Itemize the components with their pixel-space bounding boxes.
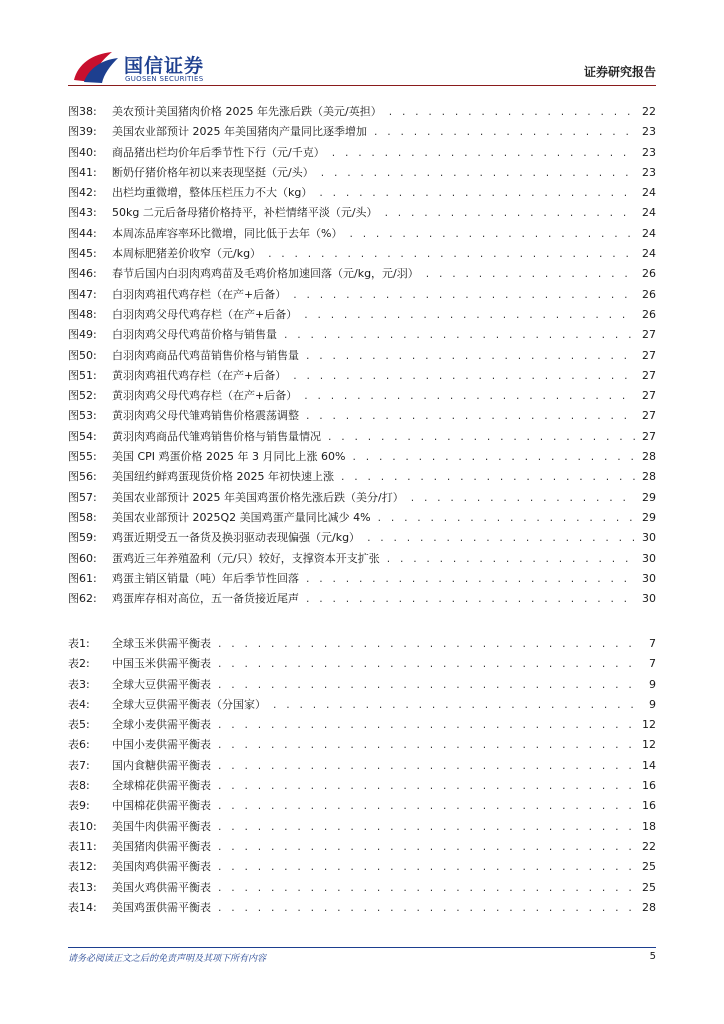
dot-leader [384, 204, 636, 223]
figure-toc-row[interactable] [68, 122, 656, 142]
entry-page-number: 28 [642, 450, 656, 464]
entry-title: 美农预计美国猪肉价格 2025 年先涨后跌（美元/英担） [112, 105, 382, 118]
entry-label: 图50: [68, 348, 97, 362]
entry-label: 图41: [68, 165, 97, 179]
entry-title: 中国小麦供需平衡表 [112, 738, 211, 752]
entry-label: 表9: [68, 799, 90, 813]
entry-label: 表6: [68, 738, 90, 752]
entry-page-number: 12 [642, 738, 656, 752]
guosen-logo [72, 50, 205, 86]
entry-label: 表3: [68, 677, 90, 691]
entry-title: 50kg 二元后备母猪价格持平，补栏情绪平淡（元/头） [112, 206, 378, 220]
entry-title: 全球玉米供需平衡表 [112, 637, 211, 650]
footer-divider [68, 947, 656, 948]
entry-label: 图56: [68, 470, 97, 484]
entry-page-number: 30 [642, 571, 656, 585]
entry-page-number: 9 [649, 677, 656, 691]
entry-label: 表7: [68, 758, 90, 772]
entry-page-number: 27 [642, 429, 656, 443]
table-toc-row[interactable] [68, 776, 656, 796]
entry-page-number: 9 [649, 697, 656, 711]
page-header [0, 0, 724, 92]
entry-page-number: 25 [642, 860, 656, 874]
table-toc-row[interactable] [68, 654, 656, 674]
table-list [68, 634, 656, 918]
entry-label: 表5: [68, 718, 90, 732]
entry-title: 蛋鸡近三年养殖盈利（元/只）较好，支撑资本开支扩张 [112, 551, 380, 565]
dot-leader [303, 387, 636, 406]
entry-title: 美国鸡蛋供需平衡表 [112, 900, 211, 914]
dot-leader [217, 635, 636, 654]
entry-label: 表14: [68, 900, 97, 914]
entry-page-number: 16 [642, 779, 656, 793]
logo-english-name: GUOSEN SECURITIES [125, 75, 204, 83]
entry-page-number: 7 [649, 637, 656, 650]
table-toc-row[interactable] [68, 817, 656, 837]
entry-page-number: 24 [642, 186, 656, 200]
dot-leader [386, 550, 636, 569]
entry-title: 白羽肉鸡祖代鸡存栏（在产+后备） [112, 287, 287, 301]
entry-title: 中国棉花供需平衡表 [112, 799, 211, 813]
entry-title: 黄羽肉鸡父母代鸡存栏（在产+后备） [112, 389, 298, 403]
entry-page-number: 30 [642, 531, 656, 545]
figure-toc-row[interactable] [68, 467, 656, 487]
figure-toc-row[interactable] [68, 528, 656, 548]
entry-title: 黄羽肉鸡商品代雏鸡销售价格与销售量情况 [112, 429, 321, 443]
figure-toc-row[interactable] [68, 325, 656, 345]
entry-title: 黄羽肉鸡父母代雏鸡销售价格震荡调整 [112, 409, 299, 423]
entry-page-number: 22 [642, 839, 656, 853]
figure-toc-row[interactable] [68, 163, 656, 183]
table-toc-row[interactable] [68, 695, 656, 715]
figure-toc-row[interactable] [68, 549, 656, 569]
entry-page-number: 25 [642, 880, 656, 894]
figure-toc-row[interactable] [68, 264, 656, 284]
dot-leader [388, 103, 636, 122]
figure-toc-row[interactable] [68, 488, 656, 508]
entry-title: 白羽肉鸡父母代鸡存栏（在产+后备） [112, 307, 298, 321]
logo-chinese-name: 国信证券 [124, 55, 205, 77]
dot-leader [267, 245, 636, 264]
entry-page-number: 30 [642, 592, 656, 606]
dot-leader [217, 838, 636, 857]
entry-page-number: 24 [642, 206, 656, 220]
entry-page-number: 30 [642, 551, 656, 565]
dot-leader [217, 899, 636, 918]
entry-label: 图49: [68, 328, 97, 342]
figure-toc-row[interactable] [68, 224, 656, 244]
entry-label: 表11: [68, 839, 97, 853]
dot-leader [348, 225, 636, 244]
dot-leader [305, 347, 636, 366]
entry-title: 国内食糖供需平衡表 [112, 758, 211, 772]
entry-title: 黄羽肉鸡祖代鸡存栏（在产+后备） [112, 368, 287, 382]
entry-title: 出栏均重微增，整体压栏压力不大（kg） [112, 186, 313, 200]
dot-leader [305, 407, 636, 426]
entry-label: 图62: [68, 592, 97, 606]
entry-page-number: 27 [642, 409, 656, 423]
dot-leader [377, 509, 636, 528]
entry-title: 白羽肉鸡商品代鸡苗销售价格与销售量 [112, 348, 299, 362]
table-toc-row[interactable] [68, 857, 656, 877]
figure-toc-row[interactable] [68, 203, 656, 223]
entry-label: 表8: [68, 779, 90, 793]
entry-page-number: 14 [642, 758, 656, 772]
dot-leader [351, 448, 636, 467]
dot-leader [327, 428, 636, 447]
entry-title: 中国玉米供需平衡表 [112, 657, 211, 671]
entry-page-number: 29 [642, 490, 656, 504]
entry-label: 图43: [68, 206, 97, 220]
dot-leader [318, 184, 636, 203]
entry-label: 表1: [68, 637, 90, 650]
entry-page-number: 12 [642, 718, 656, 732]
entry-page-number: 18 [642, 819, 656, 833]
entry-page-number: 28 [642, 470, 656, 484]
figure-toc-row[interactable] [68, 244, 656, 264]
entry-title: 鸡蛋近期受五一备货及换羽驱动表现偏强（元/kg） [112, 531, 361, 545]
table-toc-row[interactable] [68, 756, 656, 776]
entry-title: 商品猪出栏均价年后季节性下行（元/千克） [112, 145, 325, 159]
dot-leader [217, 858, 636, 877]
entry-label: 图46: [68, 267, 97, 281]
dot-leader [217, 777, 636, 796]
entry-label: 图59: [68, 531, 97, 545]
entry-title: 美国火鸡供需平衡表 [112, 880, 211, 894]
dot-leader [410, 489, 636, 508]
dot-leader [217, 716, 636, 735]
table-toc-row[interactable] [68, 715, 656, 735]
figure-toc-row[interactable] [68, 102, 656, 122]
report-type-label: 证券研究报告 [583, 65, 656, 79]
entry-label: 图55: [68, 450, 97, 464]
entry-label: 表10: [68, 819, 97, 833]
dot-leader [331, 144, 636, 163]
entry-title: 美国农业部预计 2025 年美国猪肉产量同比逐季增加 [112, 125, 367, 139]
dot-leader [272, 696, 636, 715]
entry-title: 美国牛肉供需平衡表 [112, 819, 211, 833]
entry-label: 图39: [68, 125, 97, 139]
figure-toc-row[interactable] [68, 285, 656, 305]
entry-label: 图44: [68, 226, 97, 240]
figure-toc-row[interactable] [68, 406, 656, 426]
entry-label: 图61: [68, 571, 97, 585]
entry-title: 美国 CPI 鸡蛋价格 2025 年 3 月同比上涨 60% [112, 450, 346, 464]
entry-title: 断奶仔猪价格年初以来表现坚挺（元/头） [112, 165, 314, 179]
figure-toc-row[interactable] [68, 305, 656, 325]
header-divider [68, 85, 656, 86]
dot-leader [217, 736, 636, 755]
entry-title: 鸡蛋库存相对高位，五一备货接近尾声 [112, 592, 299, 606]
entry-label: 图42: [68, 186, 97, 200]
table-toc-row[interactable] [68, 796, 656, 816]
entry-page-number: 24 [642, 226, 656, 240]
entry-title: 全球棉花供需平衡表 [112, 779, 211, 793]
entry-label: 图45: [68, 247, 97, 261]
entry-page-number: 29 [642, 510, 656, 524]
dot-leader [305, 570, 636, 589]
figure-toc-row[interactable] [68, 447, 656, 467]
figure-list [68, 102, 656, 609]
guosen-logo-icon [72, 50, 120, 84]
entry-page-number: 26 [642, 307, 656, 321]
entry-title: 春节后国内白羽肉鸡鸡苗及毛鸡价格加速回落（元/kg，元/羽） [112, 267, 419, 281]
entry-page-number: 26 [642, 287, 656, 301]
figure-toc-row[interactable] [68, 427, 656, 447]
entry-label: 图58: [68, 510, 97, 524]
entry-title: 全球小麦供需平衡表 [112, 718, 211, 732]
entry-page-number: 27 [642, 328, 656, 342]
entry-page-number: 23 [642, 145, 656, 159]
entry-page-number: 27 [642, 389, 656, 403]
figure-toc-row[interactable] [68, 346, 656, 366]
entry-page-number: 28 [642, 900, 656, 914]
entry-label: 图38: [68, 105, 97, 118]
dot-leader [366, 529, 636, 548]
entry-page-number: 24 [642, 247, 656, 261]
table-toc-row[interactable] [68, 878, 656, 898]
dot-leader [217, 757, 636, 776]
entry-title: 美国猪肉供需平衡表 [112, 839, 211, 853]
entry-title: 本周标肥猪差价收窄（元/kg） [112, 247, 262, 261]
entry-title: 鸡蛋主销区销量（吨）年后季节性回落 [112, 571, 299, 585]
entry-label: 图51: [68, 368, 97, 382]
entry-page-number: 27 [642, 368, 656, 382]
figure-toc-row[interactable] [68, 366, 656, 386]
entry-page-number: 16 [642, 799, 656, 813]
figure-toc-row[interactable] [68, 589, 656, 609]
entry-title: 全球大豆供需平衡表 [112, 677, 211, 691]
entry-label: 图47: [68, 287, 97, 301]
dot-leader [373, 123, 636, 142]
entry-label: 图40: [68, 145, 97, 159]
entry-title: 全球大豆供需平衡表（分国家） [112, 697, 266, 711]
table-toc-row[interactable] [68, 735, 656, 755]
entry-label: 图57: [68, 490, 97, 504]
entry-label: 图52: [68, 389, 97, 403]
entry-label: 表2: [68, 657, 90, 671]
entry-page-number: 26 [642, 267, 656, 281]
figure-toc-row[interactable] [68, 386, 656, 406]
entry-page-number: 23 [642, 125, 656, 139]
entry-title: 白羽肉鸡父母代鸡苗价格与销售量 [112, 328, 277, 342]
dot-leader [305, 590, 636, 609]
figure-toc-row[interactable] [68, 569, 656, 589]
dot-leader [217, 797, 636, 816]
entry-label: 表4: [68, 697, 90, 711]
entry-page-number: 27 [642, 348, 656, 362]
dot-leader [217, 676, 636, 695]
entry-label: 图53: [68, 409, 97, 423]
table-toc-row[interactable] [68, 634, 656, 654]
dot-leader [217, 818, 636, 837]
dot-leader [283, 326, 636, 345]
page-number: 5 [649, 951, 656, 962]
dot-leader [217, 655, 636, 674]
dot-leader [303, 306, 636, 325]
entry-label: 图60: [68, 551, 97, 565]
entry-title: 美国肉鸡供需平衡表 [112, 860, 211, 874]
dot-leader [425, 265, 636, 284]
figure-toc-row[interactable] [68, 143, 656, 163]
dot-leader [217, 879, 636, 898]
entry-label: 图54: [68, 429, 97, 443]
entry-label: 表13: [68, 880, 97, 894]
entry-page-number: 7 [649, 657, 656, 671]
entry-title: 美国纽约鲜鸡蛋现货价格 2025 年初快速上涨 [112, 470, 334, 484]
table-toc-row[interactable] [68, 675, 656, 695]
entry-label: 图48: [68, 307, 97, 321]
table-toc-row[interactable] [68, 898, 656, 918]
dot-leader [292, 286, 636, 305]
disclaimer-text: 请务必阅读正文之后的免责声明及其项下所有内容 [68, 954, 267, 964]
entry-title: 美国农业部预计 2025Q2 美国鸡蛋产量同比减少 4% [112, 510, 371, 524]
dot-leader [320, 164, 636, 183]
entry-label: 表12: [68, 860, 97, 874]
dot-leader [292, 367, 636, 386]
table-toc-row[interactable] [68, 837, 656, 857]
entry-title: 本周冻品库容率环比微增，同比低于去年（%） [112, 226, 343, 240]
entry-page-number: 22 [642, 105, 656, 118]
entry-title: 美国农业部预计 2025 年美国鸡蛋价格先涨后跌（美分/打） [112, 490, 404, 504]
figure-toc-row[interactable] [68, 508, 656, 528]
entry-page-number: 23 [642, 165, 656, 179]
figure-toc-row[interactable] [68, 183, 656, 203]
dot-leader [340, 468, 636, 487]
